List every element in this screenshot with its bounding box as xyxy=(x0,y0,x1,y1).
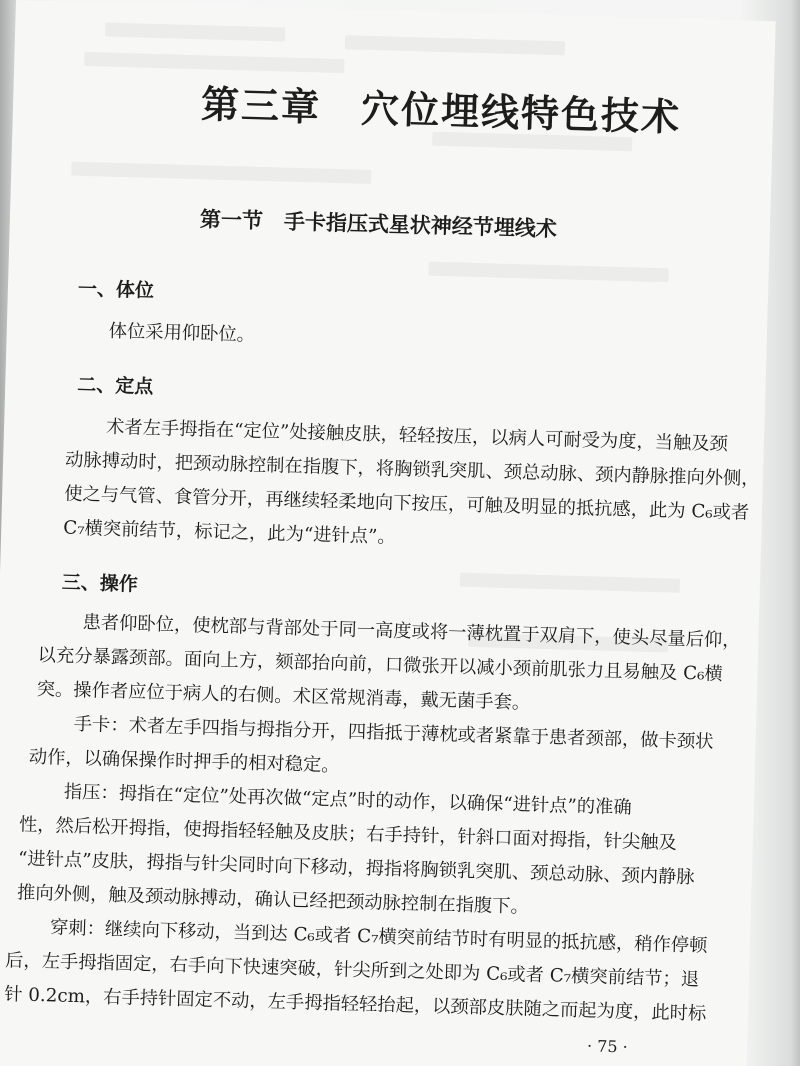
paragraph-puncture xyxy=(3,910,708,1030)
paragraph-position xyxy=(108,315,749,367)
text-line: 突。操作者应位于病人的右侧。术区常规消毒，戴无菌手套。 xyxy=(36,678,531,714)
text-line: 体位采用仰卧位。 xyxy=(108,320,256,346)
text-line: C₇横突前结节，标记之，此为“进针点”。 xyxy=(62,517,396,548)
heading-position: 一、体位 xyxy=(77,277,155,302)
text-line: 使之与气管、食管分开，再继续轻柔地向下按压，可触及明显的抵抗感，此为 C₆或者 xyxy=(63,483,750,524)
text-line: 穿刺：继续向下移动，当到达 C₆或者 C₇横突前结节时有明显的抵抗感，稍作停顿 xyxy=(49,917,708,957)
chapter-title: 第三章 穴位埋线特色技术 xyxy=(200,82,682,140)
text-line: 针 0.2cm，右手持针固定不动，左手拇指轻轻抬起，以颈部皮肤随之而起为度，此时标 xyxy=(3,984,707,1025)
text-line: 后，左手拇指固定，右手向下快速突破，针尖所到之处即为 C₆或者 C₇横突前结节；退 xyxy=(4,950,700,991)
text-line: 指压：拇指在“定位”处再次做“定点”时的动作，以确保“进针点”的准确 xyxy=(63,781,632,819)
paragraph-operation-intro xyxy=(36,605,741,725)
text-line: 以充分暴露颈部。面向上方，颏部抬向前，口微张开以减小颈前肌张力且易触及 C₆横 xyxy=(37,644,724,685)
text-line: “进针点”皮肤，拇指与针尖同时向下移动，拇指将胸锁乳突肌、颈总动脉、颈内静脉 xyxy=(17,848,695,889)
text-line: 性，然后松开拇指，使拇指轻轻触及皮肤；右手持针，针斜口面对拇指，针尖触及 xyxy=(18,814,678,854)
text-line: 动作，以确保操作时押手的相对稳定。 xyxy=(28,746,340,777)
paragraph-point-locating xyxy=(62,410,760,564)
section-title: 第一节 手卡指压式星状神经节埋线术 xyxy=(199,207,558,242)
text-line: 推向外侧，触及颈动脉搏动，确认已经把颈动脉控制在指腹下。 xyxy=(16,882,530,918)
text-line: 患者仰卧位，使枕部与背部处于同一高度或将一薄枕置于双肩下，使头尽量后仰， xyxy=(82,612,741,652)
text-line: 动脉搏动时，把颈动脉控制在指腹下，将胸锁乳突肌、颈总动脉、颈内静脉推向外侧， xyxy=(64,449,760,490)
page-number: · 75 · xyxy=(586,1036,628,1057)
paragraph-finger-press xyxy=(16,774,695,928)
heading-point-locating: 二、定点 xyxy=(76,373,154,398)
heading-operation: 三、操作 xyxy=(61,571,139,596)
text-line: 术者左手拇指在“定位”处接触皮肤，轻轻按压，以病人可耐受为度，当触及颈 xyxy=(105,416,729,456)
text-line: 手卡：术者左手四指与拇指分开，四指抵于薄枕或者紧靠于患者颈部，做卡颈状 xyxy=(73,713,714,753)
